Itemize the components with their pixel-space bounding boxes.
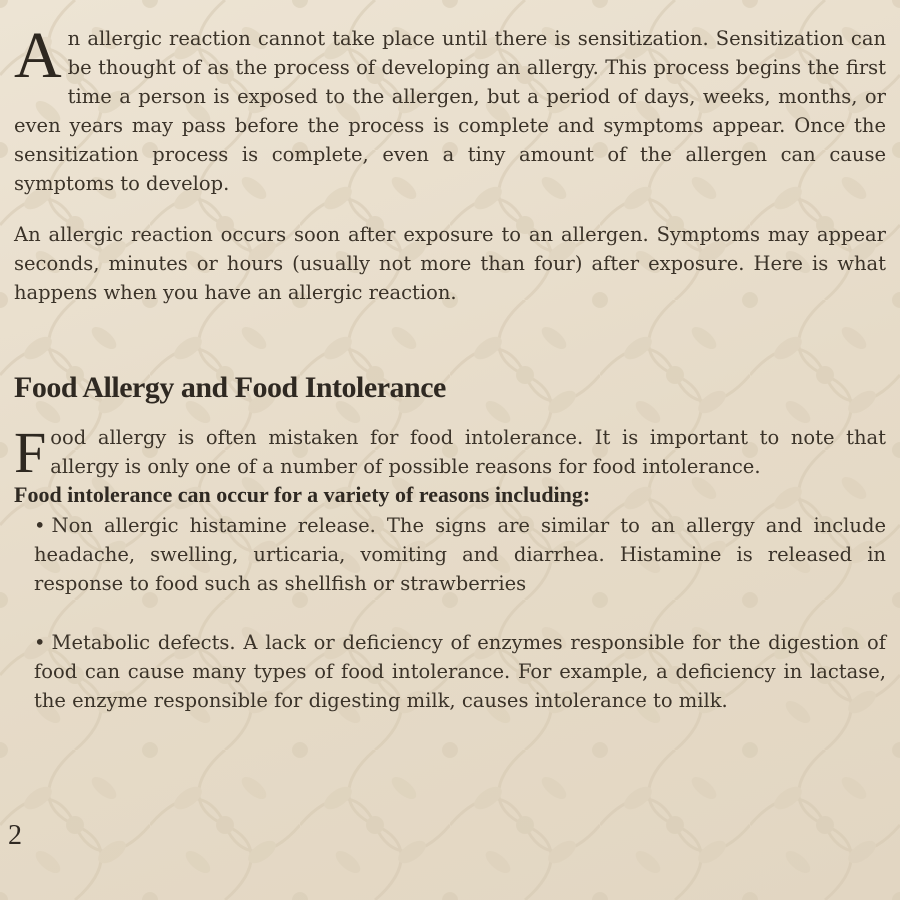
bullet-icon: • xyxy=(34,631,46,654)
page-number: 2 xyxy=(8,820,22,851)
dropcap-letter: A xyxy=(14,19,62,92)
page-content xyxy=(14,19,886,715)
section-intro-paragraph xyxy=(14,420,886,485)
list-item xyxy=(34,628,886,715)
dropcap-letter: F xyxy=(14,420,47,485)
intro-paragraph xyxy=(14,19,886,198)
reaction-paragraph: An allergic reaction occurs soon after exposure to an allergen. Symptoms may appear seconds, minutes or hours (usually not more than four) after exposure. Here is what happens when you have an allergic reaction. xyxy=(14,223,886,304)
list-item xyxy=(34,511,886,598)
bullet-icon: • xyxy=(34,514,46,537)
intro-text: n allergic reaction cannot take place until there is sensitization. Sensitization can be thought of as the process of developing an allergy. This process begins the first time a person is exposed to the allergen, but a period of days, weeks, months, or even years may pass before the process is complete and symptoms appear. Once the sensitization process is complete, even a tiny amount of the allergen can cause symptoms to develop. xyxy=(14,27,886,195)
section-intro-text: ood allergy is often mistaken for food intolerance. It is important to note that allergy is only one of a number of possible reasons for food intolerance. xyxy=(50,426,886,478)
section-subheading: Food intolerance can occur for a variety of reasons including: xyxy=(14,482,591,507)
list-item-text: Non allergic histamine release. The signs are similar to an allergy and include headache, swelling, urticaria, vomiting and diarrhea. Histamine is released in response to food such as shellfish or strawberries xyxy=(34,514,886,595)
list-item-text: Metabolic defects. A lack or deficiency of enzymes responsible for the digestion of food can cause many types of food intolerance. For example, a deficiency in lactase, the enzyme responsible for digesting milk, causes intolerance to milk. xyxy=(34,631,886,712)
section-heading: Food Allergy and Food Intolerance xyxy=(14,371,446,404)
